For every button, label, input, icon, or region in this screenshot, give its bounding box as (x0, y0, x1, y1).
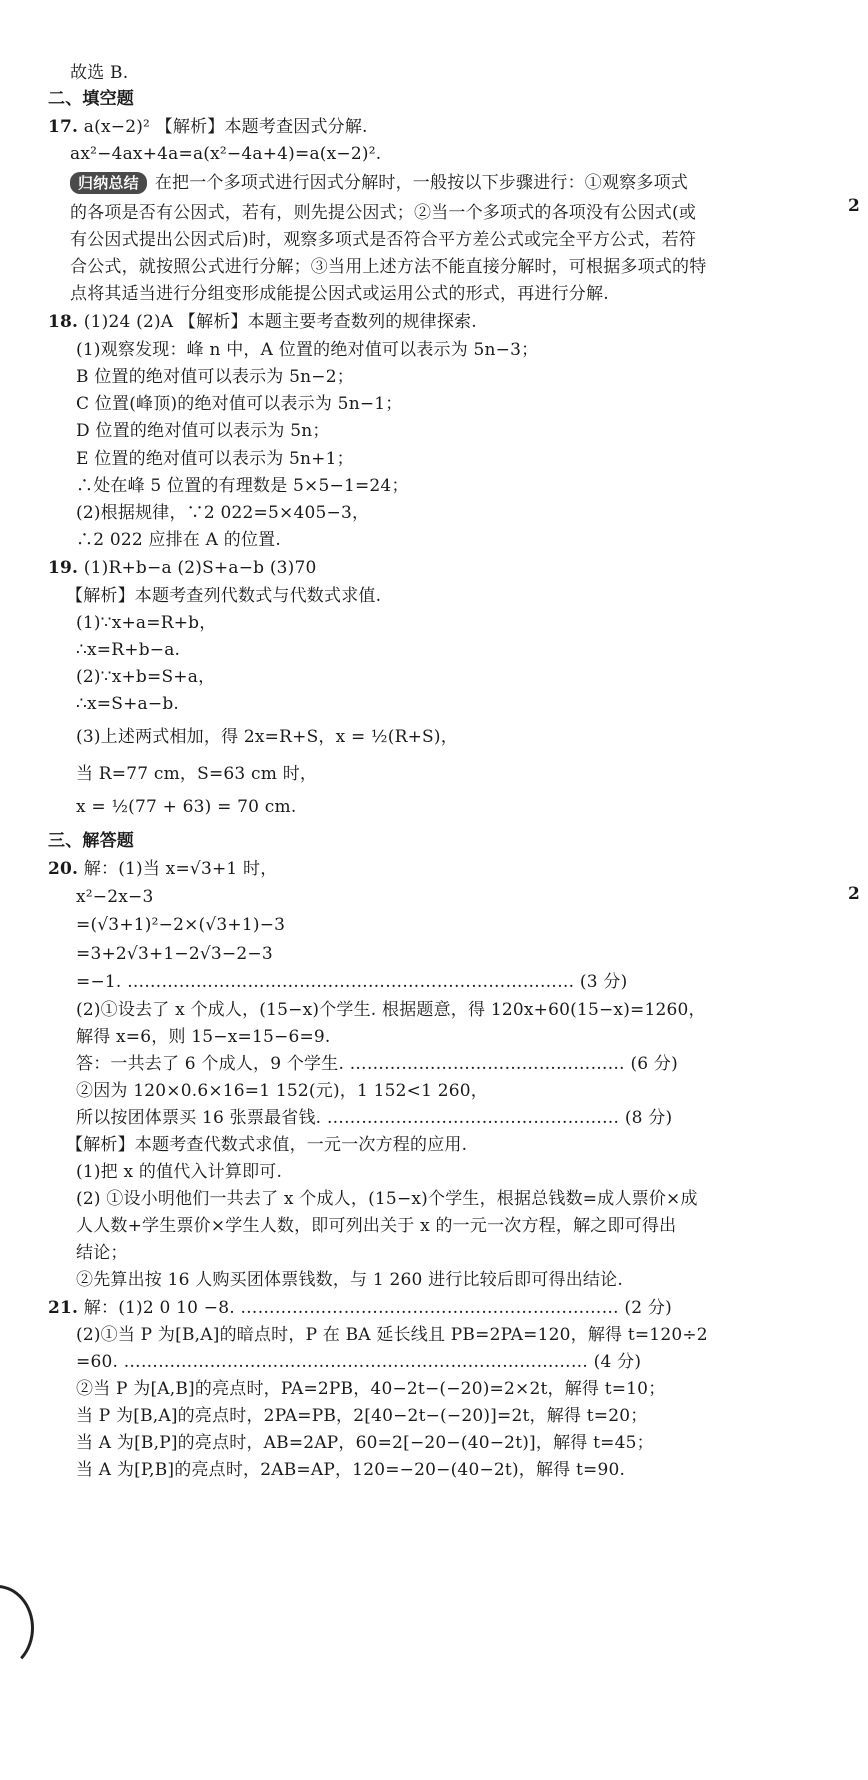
text-line: E 位置的绝对值可以表示为 5n+1； (76, 449, 354, 469)
text-line: (2)根据规律，∵2 022=5×405−3， (76, 503, 370, 523)
text-line: x²−2x−3 (76, 887, 154, 907)
text-line: 【解析】本题考查代数式求值，一元一次方程的应用. (66, 1135, 468, 1155)
corner-decoration-arc (0, 1585, 34, 1671)
text-line: (2)∵x+b=S+a， (76, 667, 216, 687)
text-line: (3)上述两式相加，得 2x=R+S，x = ½(R+S)， (76, 727, 458, 747)
text-line: 答：一共去了 6 个成人，9 个学生. ………………………………………… (6 分) (76, 1054, 678, 1074)
text-line: 故选 B. (70, 63, 129, 83)
section-heading: 二、填空题 (48, 89, 134, 109)
text-line: =3+2√3+1−2√3−2−3 (76, 944, 273, 964)
text-line: =−1. …………………………………………………………………… (3 分) (76, 972, 628, 992)
text-line: ②因为 120×0.6×16=1 152(元)，1 152<1 260， (76, 1081, 488, 1101)
text-line: 当 P 为[B,A]的亮点时，2PA=PB，2[40−2t−(−20)]=2t，解得 t=20； (76, 1406, 648, 1426)
text-line: 当 A 为[P,B]的亮点时，2AB=AP，120=−20−(40−2t)，解得 t=90. (76, 1460, 626, 1480)
question-19 (48, 557, 317, 579)
text-line: (1)观察发现：峰 n 中，A 位置的绝对值可以表示为 5n−3； (76, 340, 539, 360)
text-line: 结论； (76, 1243, 128, 1263)
summary-text: 在把一个多项式进行因式分解时，一般按以下步骤进行：①观察多项式 (154, 173, 689, 193)
question-20 (48, 858, 277, 880)
text-line: ax²−4ax+4a=a(x²−4a+4)=a(x−2)². (70, 144, 382, 164)
question-number: 18. (48, 312, 79, 332)
text-line: 有公因式提出公因式后)时，观察多项式是否符合平方差公式或完全平方公式，若符 (70, 230, 697, 250)
text-line: =60. ……………………………………………………………………… (4 分) (76, 1352, 642, 1372)
text-line: (2)①当 P 为[B,A]的暗点时，P 在 BA 延长线且 PB=2PA=120，解得 t=120÷2 (76, 1325, 708, 1345)
question-18 (48, 311, 477, 333)
question-number: 17. (48, 117, 79, 137)
text-line: (1)把 x 的值代入计算即可. (76, 1162, 283, 1182)
text-line: ∴x=R+b−a. (76, 640, 181, 660)
summary-badge: 归纳总结 (70, 172, 147, 194)
text-line: D 位置的绝对值可以表示为 5n； (76, 421, 330, 441)
text-line: 点将其适当进行分组变形成能提公因式或运用公式的形式，再进行分解. (70, 284, 609, 304)
text-line: 所以按团体票买 16 张票最省钱. …………………………………………… (8 分) (76, 1108, 673, 1128)
text-line: 的各项是否有公因式，若有，则先提公因式；②当一个多项式的各项没有公因式(或 (70, 203, 697, 223)
text-line: ∴x=S+a−b. (76, 694, 180, 714)
text-line: 合公式，就按照公式进行分解；③当用上述方法不能直接分解时，可根据多项式的特 (70, 257, 707, 277)
question-number: 20. (48, 859, 79, 879)
text-line: ②当 P 为[A,B]的亮点时，PA=2PB，40−2t−(−20)=2×2t，解得 t=10； (76, 1379, 666, 1399)
text-line: 【解析】本题考查列代数式与代数式求值. (66, 586, 382, 606)
question-text: 解：(1)2 0 10 −8. ………………………………………………………… (2 分) (83, 1298, 672, 1318)
section-heading: 三、解答题 (48, 831, 134, 851)
text-line: (2)①设去了 x 个成人，(15−x)个学生. 根据题意，得 120x+60(15−x)=1260， (76, 1000, 706, 1020)
summary-line (70, 172, 688, 194)
question-text: a(x−2)² 【解析】本题考查因式分解. (83, 117, 368, 137)
text-line: ∴2 022 应排在 A 的位置. (76, 530, 281, 550)
text-line: =(√3+1)²−2×(√3+1)−3 (76, 915, 286, 935)
text-line: B 位置的绝对值可以表示为 5n−2； (76, 367, 354, 387)
text-line: 解得 x=6，则 15−x=15−6=9. (76, 1027, 331, 1047)
text-line: C 位置(峰顶)的绝对值可以表示为 5n−1； (76, 394, 403, 414)
text-line: 当 A 为[B,P]的亮点时，AB=2AP，60=2[−20−(40−2t)]，解得 t=45； (76, 1433, 654, 1453)
text-line: (2) ①设小明他们一共去了 x 个成人，(15−x)个学生，根据总钱数=成人票价×成 (76, 1189, 698, 1209)
text-line: 当 R=77 cm，S=63 cm 时， (76, 764, 318, 784)
text-line: 人人数+学生票价×学生人数，即可列出关于 x 的一元一次方程，解之即可得出 (76, 1216, 677, 1236)
margin-page-number: 2 (848, 884, 860, 904)
text-line: x = ½(77 + 63) = 70 cm. (76, 797, 297, 817)
question-text: (1)24 (2)A 【解析】本题主要考查数列的规律探索. (83, 312, 477, 332)
margin-page-number: 2 (848, 196, 860, 216)
question-17 (48, 116, 368, 138)
question-text: (1)R+b−a (2)S+a−b (3)70 (83, 558, 317, 578)
question-text: 解：(1)当 x=√3+1 时， (83, 859, 278, 879)
text-line: (1)∵x+a=R+b， (76, 613, 217, 633)
question-21 (48, 1297, 672, 1319)
question-number: 21. (48, 1298, 79, 1318)
text-line: ∴处在峰 5 位置的有理数是 5×5−1=24； (76, 476, 409, 496)
text-line: ②先算出按 16 人购买团体票钱数，与 1 260 进行比较后即可得出结论. (76, 1270, 623, 1290)
question-number: 19. (48, 558, 79, 578)
